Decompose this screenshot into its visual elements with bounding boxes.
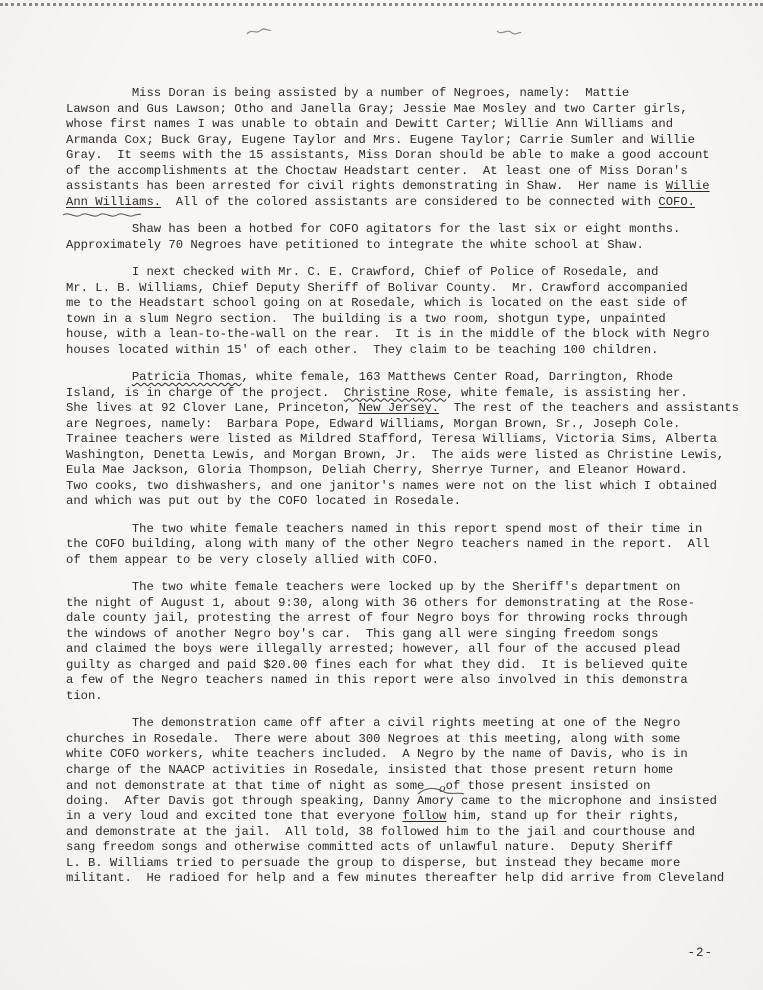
text-segment: the windows of another Negro boy's car. This gang all were singing freedom songs bbox=[66, 626, 659, 641]
text-line bbox=[66, 296, 756, 312]
paragraph bbox=[66, 370, 756, 510]
text-line bbox=[66, 658, 756, 674]
text-line bbox=[66, 312, 756, 328]
text-segment: of those present insisted on bbox=[445, 779, 651, 793]
text-segment: Shaw has been a hotbed for COFO agitators for the last six or eight months. bbox=[66, 222, 681, 236]
text-line bbox=[66, 553, 756, 569]
text-line bbox=[66, 343, 756, 359]
text-line bbox=[66, 689, 756, 705]
text-segment: Lawson and Gus Lawson; Otho and Janella Gray; Jessie Mae Mosley and two Carter girls, bbox=[66, 101, 688, 116]
scan-artifact-squiggle bbox=[496, 26, 522, 38]
text-segment: Patricia Thomas bbox=[131, 370, 242, 384]
text-segment: and claimed the boys were illegally arrested; however, all four of the accused plead bbox=[66, 642, 681, 656]
text-segment: She lives at 92 Clover Lane, Princeton, bbox=[66, 401, 359, 415]
text-line bbox=[66, 479, 756, 495]
text-line bbox=[66, 627, 756, 643]
text-segment: and not demonstrate at that time of night as some bbox=[66, 779, 439, 793]
text-line bbox=[66, 596, 756, 612]
text-line bbox=[66, 794, 756, 810]
text-segment: COFO. bbox=[658, 194, 695, 209]
text-segment: house, with a lean-to-the-wall on the rear. It is in the middle of the block with Negro bbox=[66, 327, 710, 341]
text-segment: of them appear to be very closely allied with COFO. bbox=[66, 552, 439, 567]
text-segment: the night of August 1, about 9:30, along with 36 others for demonstrating at the Rose- bbox=[66, 595, 695, 610]
text-segment: Christine Rose bbox=[343, 385, 447, 400]
text-line bbox=[66, 386, 756, 402]
text-line bbox=[66, 809, 756, 825]
text-segment: New Jersey. bbox=[358, 401, 440, 415]
text-segment: Miss Doran is being assisted by a number of Negroes, namely: Mattie bbox=[66, 86, 630, 100]
text-segment: L. B. Williams tried to persuade the group to disperse, but instead they became more bbox=[66, 855, 681, 870]
text-segment: Ann Williams. bbox=[66, 194, 162, 209]
text-segment: All of the colored assistants are considered to be connected with bbox=[161, 194, 659, 209]
text-segment: guilty as charged and paid $20.00 fines each for what they did. It is believed quite bbox=[66, 657, 688, 672]
text-line bbox=[66, 522, 756, 538]
paragraph bbox=[66, 86, 756, 210]
text-segment: Island, is in charge of the project. bbox=[66, 385, 344, 400]
text-segment: doing. After Davis got through speaking, Danny Amory came to the microphone and insisted bbox=[66, 793, 717, 808]
text-line bbox=[66, 164, 756, 180]
text-line bbox=[66, 401, 756, 417]
scan-artifact-squiggle bbox=[246, 26, 272, 38]
text-segment: me to the Headstart school going on at Rosedale, which is located on the east side of bbox=[66, 296, 688, 310]
text-segment: Mr. L. B. Williams, Chief Deputy Sheriff of Bolivar County. Mr. Crawford accompanied bbox=[66, 280, 688, 295]
text-segment: churches in Rosedale. There were about 300 Negroes at this meeting, along with some bbox=[66, 731, 681, 746]
paragraph bbox=[66, 580, 756, 704]
text-line bbox=[66, 238, 756, 254]
paragraph bbox=[66, 265, 756, 358]
text-line bbox=[66, 327, 756, 343]
text-line bbox=[66, 133, 756, 149]
text-line bbox=[66, 370, 756, 386]
text-segment: The demonstration came off after a civil rights meeting at one of the Negro bbox=[66, 716, 681, 730]
text-segment: Approximately 70 Negroes have petitioned to integrate the white school at Shaw. bbox=[66, 237, 644, 252]
text-line bbox=[66, 448, 756, 464]
text-line bbox=[66, 871, 756, 887]
handwritten-insertion: o bbox=[439, 782, 446, 795]
text-segment: and which was put out by the COFO located in Rosedale. bbox=[66, 494, 461, 508]
text-segment: The rest of the teachers and assistants bbox=[439, 401, 739, 415]
text-line bbox=[66, 417, 756, 433]
text-line bbox=[66, 732, 756, 748]
page-number: -2- bbox=[687, 946, 713, 960]
text-segment: dale county jail, protesting the arrest of four Negro boys for throwing rocks through bbox=[66, 611, 688, 625]
text-segment: a few of the Negro teachers named in this report were also involved in this demonstra bbox=[66, 673, 688, 687]
text-segment: Eula Mae Jackson, Gloria Thompson, Deliah Cherry, Sherrye Turner, and Eleanor Howard. bbox=[66, 463, 688, 477]
text-segment: The two white female teachers were locked up by the Sheriff's department on bbox=[66, 580, 681, 594]
text-line bbox=[66, 673, 756, 689]
text-segment: Gray. It seems with the 15 assistants, Miss Doran should be able to make a good account bbox=[66, 148, 710, 162]
scan-edge-dotted-line bbox=[0, 3, 763, 6]
text-segment: Trainee teachers were listed as Mildred Stafford, Teresa Williams, Victoria Sims, Alberta bbox=[66, 432, 717, 446]
text-segment: , white female, 163 Matthews Center Road, Darrington, Rhode bbox=[241, 370, 674, 384]
text-segment: and demonstrate at the jail. All told, 38 followed him to the jail and courthouse and bbox=[66, 824, 695, 839]
text-segment: I next checked with Mr. C. E. Crawford, Chief of Police of Rosedale, and bbox=[66, 265, 659, 279]
text-line bbox=[66, 195, 756, 211]
paragraph bbox=[66, 522, 756, 569]
text-line bbox=[66, 265, 756, 281]
text-line bbox=[66, 611, 756, 627]
text-segment: of the accomplishments at the Choctaw Headstart center. At least one of Miss Doran's bbox=[66, 163, 688, 178]
text-segment: Two cooks, two dishwashers, and one janitor's names were not on the list which I obtained bbox=[66, 478, 717, 493]
text-line bbox=[66, 148, 756, 164]
text-segment: Washington, Denetta Lewis, and Morgan Brown, Jr. The aids were listed as Christine Lewis, bbox=[66, 447, 725, 462]
text-line bbox=[66, 222, 756, 238]
text-line bbox=[66, 778, 756, 794]
text-line bbox=[66, 463, 756, 479]
text-segment: Willie bbox=[665, 179, 710, 193]
text-segment: assistants has been arrested for civil rights demonstrating in Shaw. Her name is bbox=[66, 179, 666, 193]
text-segment: him, stand up for their rights, bbox=[446, 809, 681, 823]
text-line bbox=[66, 580, 756, 596]
text-segment bbox=[66, 370, 132, 384]
text-segment: The two white female teachers named in this report spend most of their time in bbox=[66, 521, 703, 536]
text-segment: Armanda Cox; Buck Gray, Eugene Taylor and Mrs. Eugene Taylor; Carrie Sumler and Willie bbox=[66, 132, 695, 147]
paragraph bbox=[66, 716, 756, 887]
text-segment: white COFO workers, white teachers included. A Negro by the name of Davis, who is in bbox=[66, 747, 688, 761]
text-segment: sang freedom songs and otherwise committed acts of unlawful nature. Deputy Sheriff bbox=[66, 840, 674, 854]
text-line bbox=[66, 179, 756, 195]
text-line bbox=[66, 432, 756, 448]
text-segment: charge of the NAACP activities in Rosedale, insisted that those present return home bbox=[66, 762, 674, 777]
text-line bbox=[66, 763, 756, 779]
text-line bbox=[66, 102, 756, 118]
text-line bbox=[66, 856, 756, 872]
text-line bbox=[66, 494, 756, 510]
text-segment: whose first names I was unable to obtain and Dewitt Carter; Willie Ann Williams and bbox=[66, 117, 674, 131]
text-segment: town in a slum Negro section. The building is a two room, shotgun type, unpainted bbox=[66, 311, 666, 326]
text-line bbox=[66, 281, 756, 297]
text-segment: follow bbox=[402, 809, 447, 823]
text-segment: the COFO building, along with many of the other Negro teachers named in the report. All bbox=[66, 537, 710, 551]
text-segment: tion. bbox=[66, 688, 103, 703]
text-line bbox=[66, 86, 756, 102]
text-line bbox=[66, 840, 756, 856]
text-segment: militant. He radioed for help and a few minutes thereafter help did arrive from Cleveland bbox=[66, 871, 725, 885]
text-line bbox=[66, 117, 756, 133]
text-line bbox=[66, 716, 756, 732]
text-segment: are Negroes, namely: Barbara Pope, Edward Williams, Morgan Brown, Sr., Joseph Cole. bbox=[66, 416, 681, 431]
paragraph bbox=[66, 222, 756, 253]
text-segment: houses located within 15' of each other. They claim to be teaching 100 children. bbox=[66, 342, 659, 357]
text-line bbox=[66, 642, 756, 658]
text-line bbox=[66, 747, 756, 763]
text-line bbox=[66, 825, 756, 841]
text-segment: in a very loud and excited tone that everyone bbox=[66, 809, 403, 823]
document-body bbox=[66, 86, 756, 899]
text-segment: , white female, is assisting her. bbox=[446, 385, 688, 400]
text-line bbox=[66, 537, 756, 553]
